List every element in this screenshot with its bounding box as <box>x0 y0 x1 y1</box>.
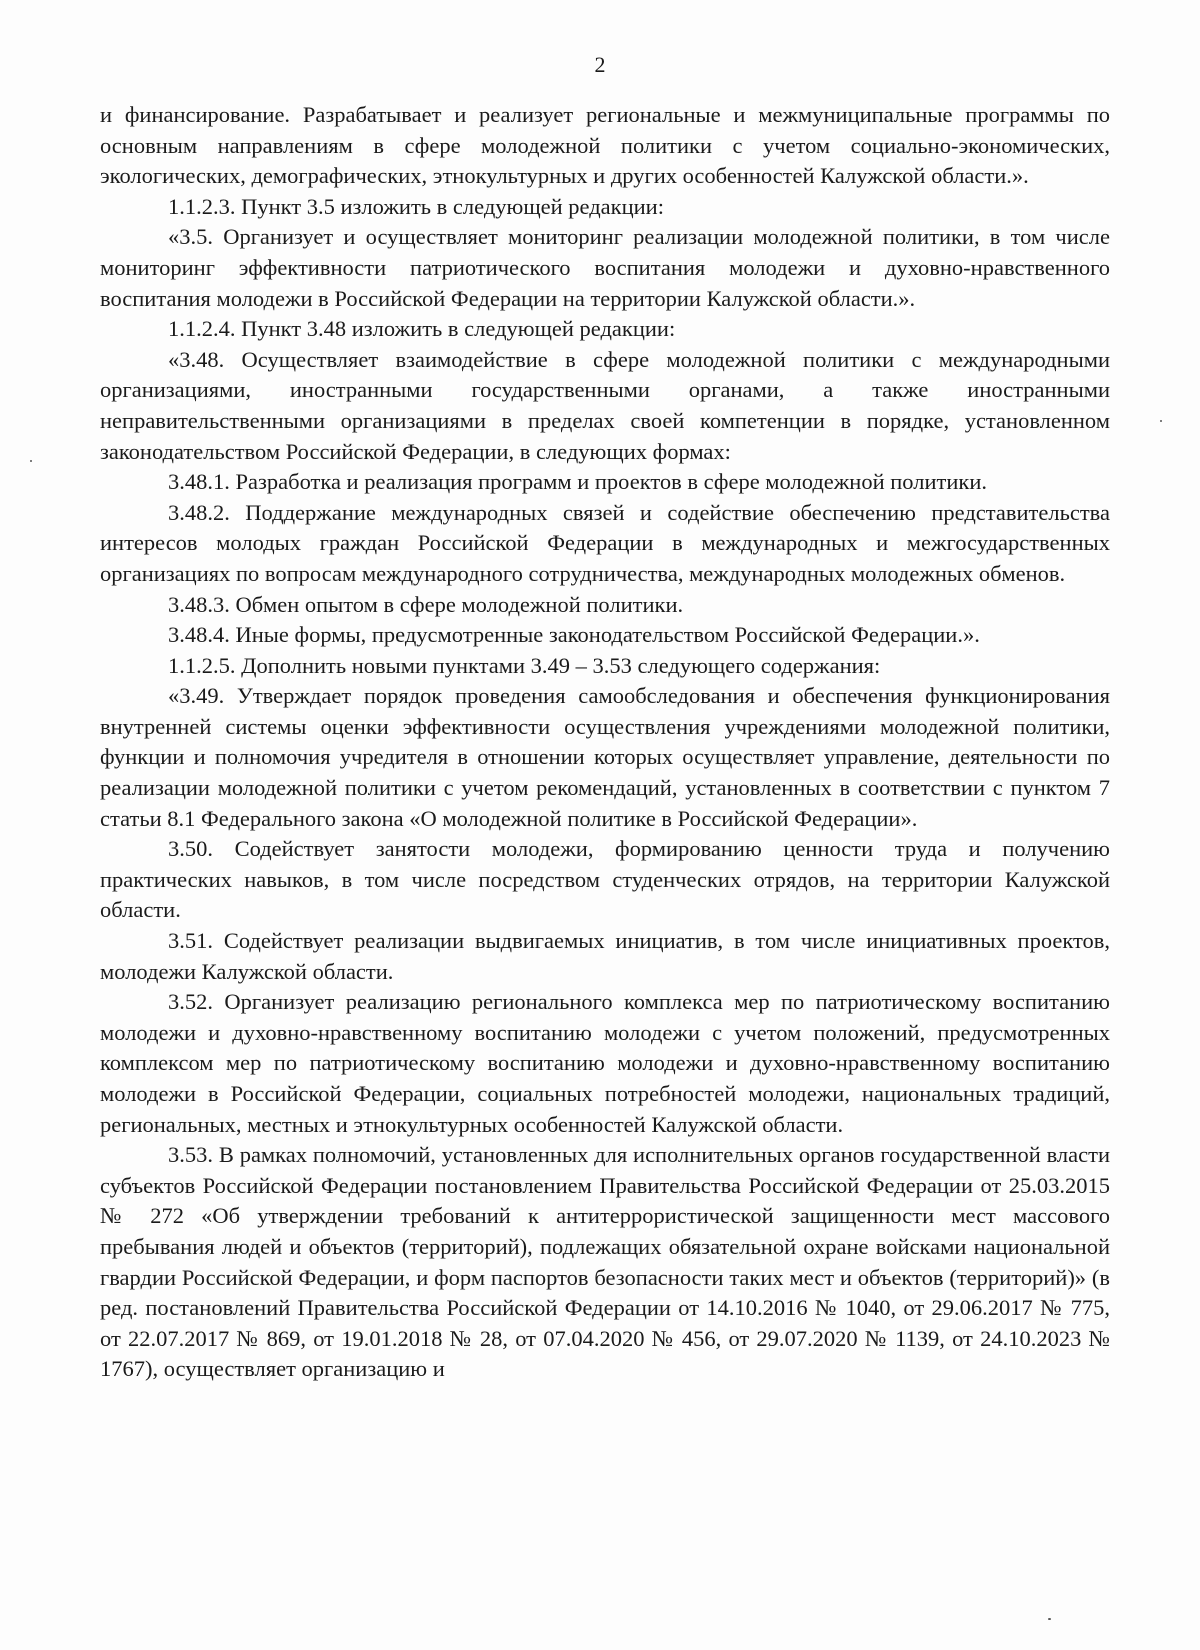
paragraph-clause-3-48-1: 3.48.1. Разработка и реализация программ и проектов в сфере молодежной политики. <box>168 469 987 495</box>
document-body <box>100 100 1110 1385</box>
paragraph-clause-3-48-4: 3.48.4. Иные формы, предусмотренные законодательством Российской Федерации.». <box>168 622 980 648</box>
scan-speck <box>1160 420 1162 422</box>
paragraph-clause-3-52: 3.52. Организует реализацию регионального комплекса мер по патриотическому воспитанию молодежи и духовно-нравственному воспитанию молодежи с учетом положений, предусмотренных комплексом мер по патриотическому воспитанию молодежи и духовно-нравственному воспитанию молодежи в Российской Федерации, социальных потребностей молодежи, национальных традиций, региональных, местных и этнокультурных особенностей Калужской области. <box>100 989 1110 1137</box>
paragraph-continuation: и финансирование. Разрабатывает и реализует региональные и межмуниципальные программы по основным направлениям в сфере молодежной политики с учетом социально-экономических, экологических, демографических, этнокультурных и других особенностей Калужской области.». <box>100 102 1110 189</box>
paragraph-amendment-1-1-2-3: 1.1.2.3. Пункт 3.5 изложить в следующей редакции: <box>168 193 664 219</box>
scan-speck <box>1048 1618 1051 1620</box>
paragraph-clause-3-5: «3.5. Организует и осуществляет мониторинг реализации молодежной политики, в том числе мониторинг эффективности патриотического воспитания молодежи и духовно-нравственного воспитания молодежи в Российской Федерации на территории Калужской области.». <box>100 224 1110 311</box>
scan-speck <box>30 460 32 462</box>
paragraph-clause-3-48-3: 3.48.3. Обмен опытом в сфере молодежной политики. <box>168 591 684 617</box>
paragraph-amendment-1-1-2-5: 1.1.2.5. Дополнить новыми пунктами 3.49 – 3.53 следующего содержания: <box>168 652 881 678</box>
paragraph-clause-3-50: 3.50. Содействует занятости молодежи, формированию ценности труда и получению практических навыков, в том числе посредством студенческих отрядов, на территории Калужской области. <box>100 836 1110 923</box>
paragraph-clause-3-49: «3.49. Утверждает порядок проведения самообследования и обеспечения функционирования внутренней системы оценки эффективности осуществления учреждениями молодежной политики, функции и полномочия учредителя в отношении которых осуществляет управление, деятельности по реализации молодежной политики с учетом рекомендаций, установленных в соответствии с пунктом 7 статьи 8.1 Федерального закона «О молодежной политике в Российской Федерации». <box>100 683 1110 831</box>
paragraph-clause-3-48-2: 3.48.2. Поддержание международных связей и содействие обеспечению представительства интересов молодых граждан Российской Федерации в международных и межгосударственных организациях по вопросам международного сотрудничества, международных молодежных обменов. <box>100 499 1110 586</box>
paragraph-clause-3-53: 3.53. В рамках полномочий, установленных для исполнительных органов государственной власти субъектов Российской Федерации постановлением Правительства Российской Федерации от 25.03.2015 № 272 «Об утверждении требований к антитеррористической защищенности мест массового пребывания людей и объектов (территорий), подлежащих обязательной охране войсками национальной гвардии Российской Федерации, и форм паспортов безопасности таких мест и объектов (территорий)» (в ред. постановлений Правительства Российской Федерации от 14.10.2016 № 1040, от 29.06.2017 № 775, от 22.07.2017 № 869, от 19.01.2018 № 28, от 07.04.2020 № 456, от 29.07.2020 № 1139, от 24.10.2023 № 1767), осуществляет организацию и <box>100 1142 1110 1382</box>
paragraph-amendment-1-1-2-4: 1.1.2.4. Пункт 3.48 изложить в следующей редакции: <box>168 316 676 342</box>
paragraph-clause-3-51: 3.51. Содействует реализации выдвигаемых инициатив, в том числе инициативных проектов, молодежи Калужской области. <box>100 928 1110 984</box>
page-number: 2 <box>594 52 606 77</box>
paragraph-clause-3-48: «3.48. Осуществляет взаимодействие в сфере молодежной политики с международными организациями, иностранными государственными органами, а также иностранными неправительственными организациями в пределах своей компетенции в порядке, установленном законодательством Российской Федерации, в следующих формах: <box>100 346 1110 464</box>
